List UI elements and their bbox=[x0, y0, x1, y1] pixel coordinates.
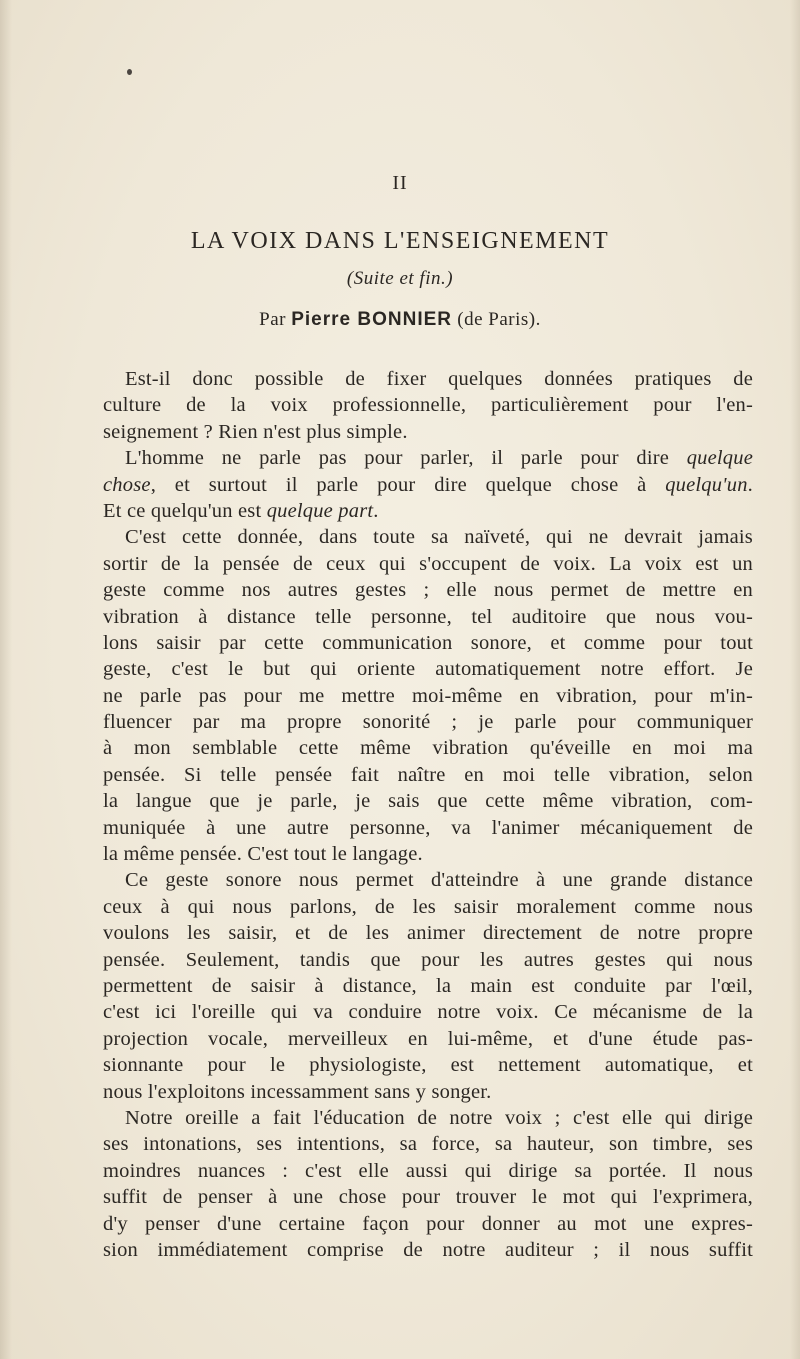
text-line: sion immédiatement comprise de notre auditeur ; il nous suffit bbox=[103, 1238, 753, 1261]
text-line: ses intonations, ses intentions, sa force, sa hauteur, son timbre, ses bbox=[103, 1133, 753, 1156]
text-line: seignement ? Rien n'est plus simple. bbox=[103, 420, 408, 443]
author-name: Pierre BONNIER bbox=[291, 309, 452, 330]
text-line: la même pensée. C'est tout le langage. bbox=[103, 843, 423, 866]
text-line: culture de la voix professionnelle, particulièrement pour l'en- bbox=[103, 394, 753, 417]
ink-mark bbox=[127, 69, 132, 75]
text-line: ne parle pas pour me mettre moi-même en vibration, pour m'in- bbox=[103, 684, 753, 707]
text-line: geste, c'est le but qui oriente automatiquement notre effort. Je bbox=[103, 658, 753, 681]
text-line: lons saisir par cette communication sonore, et comme pour tout bbox=[103, 631, 753, 654]
text-line: Ce geste sonore nous permet d'atteindre à une grande distance bbox=[125, 869, 753, 892]
text-line: d'y penser d'une certaine façon pour donner au mot une expres- bbox=[103, 1212, 753, 1235]
text-line: L'homme ne parle pas pour parler, il parle pour dire quelque bbox=[125, 447, 753, 470]
page-right-edge bbox=[790, 0, 800, 1359]
text-line: nous l'exploitons incessamment sans y songer. bbox=[103, 1080, 492, 1103]
text-line: geste comme nos autres gestes ; elle nous permet de mettre en bbox=[103, 579, 753, 602]
section-number: II bbox=[392, 172, 408, 194]
chapter-subtitle: (Suite et fin.) bbox=[346, 268, 454, 289]
text-line: c'est ici l'oreille qui va conduire notre voix. Ce mécanisme de la bbox=[103, 1001, 753, 1024]
text-line: C'est cette donnée, dans toute sa naïveté, qui ne devrait jamais bbox=[125, 526, 753, 549]
text-line: Notre oreille a fait l'éducation de notre voix ; c'est elle qui dirige bbox=[125, 1106, 753, 1129]
text-line: pensée. Seulement, tandis que pour les autres gestes qui nous bbox=[103, 948, 753, 971]
text-line: moindres nuances : c'est elle aussi qui dirige sa portée. Il nous bbox=[103, 1159, 753, 1182]
text-line: Et ce quelqu'un est quelque part. bbox=[103, 499, 379, 522]
text-line: Est-il donc possible de fixer quelques données pratiques de bbox=[125, 368, 753, 390]
text-line: pensée. Si telle pensée fait naître en moi telle vibration, selon bbox=[103, 763, 753, 786]
text-line: projection vocale, merveilleux en lui-même, et d'une étude pas- bbox=[103, 1027, 753, 1050]
byline-suffix: (de Paris). bbox=[457, 309, 541, 330]
text-line: chose, et surtout il parle pour dire quelque chose à quelqu'un. bbox=[103, 473, 753, 496]
byline bbox=[0, 309, 800, 331]
text-line: ceux à qui nous parlons, de les saisir moralement comme nous bbox=[103, 895, 753, 918]
page-left-edge bbox=[0, 0, 12, 1359]
text-line: suffit de penser à une chose pour trouver le mot qui l'exprimera, bbox=[103, 1186, 753, 1209]
text-line: voulons les saisir, et de les animer directement de notre propre bbox=[103, 922, 753, 945]
text-line: sortir de la pensée de ceux qui s'occupent de voix. La voix est un bbox=[103, 552, 753, 575]
byline-prefix: Par bbox=[259, 309, 286, 330]
text-line: fluencer par ma propre sonorité ; je parle pour communiquer bbox=[103, 711, 753, 734]
text-line: permettent de saisir à distance, la main est conduite par l'œil, bbox=[103, 974, 753, 997]
text-line: sionnante pour le physiologiste, est nettement automatique, et bbox=[103, 1054, 753, 1077]
text-line: à mon semblable cette même vibration qu'éveille en moi ma bbox=[103, 737, 753, 760]
chapter-title: LA VOIX DANS L'ENSEIGNEMENT bbox=[190, 228, 610, 254]
body-text bbox=[103, 366, 753, 1263]
text-line: la langue que je parle, je sais que cette même vibration, com- bbox=[103, 790, 753, 813]
text-line: muniquée à une autre personne, va l'animer mécaniquement de bbox=[103, 816, 753, 839]
text-line: vibration à distance telle personne, tel auditoire que nous vou- bbox=[103, 605, 753, 628]
